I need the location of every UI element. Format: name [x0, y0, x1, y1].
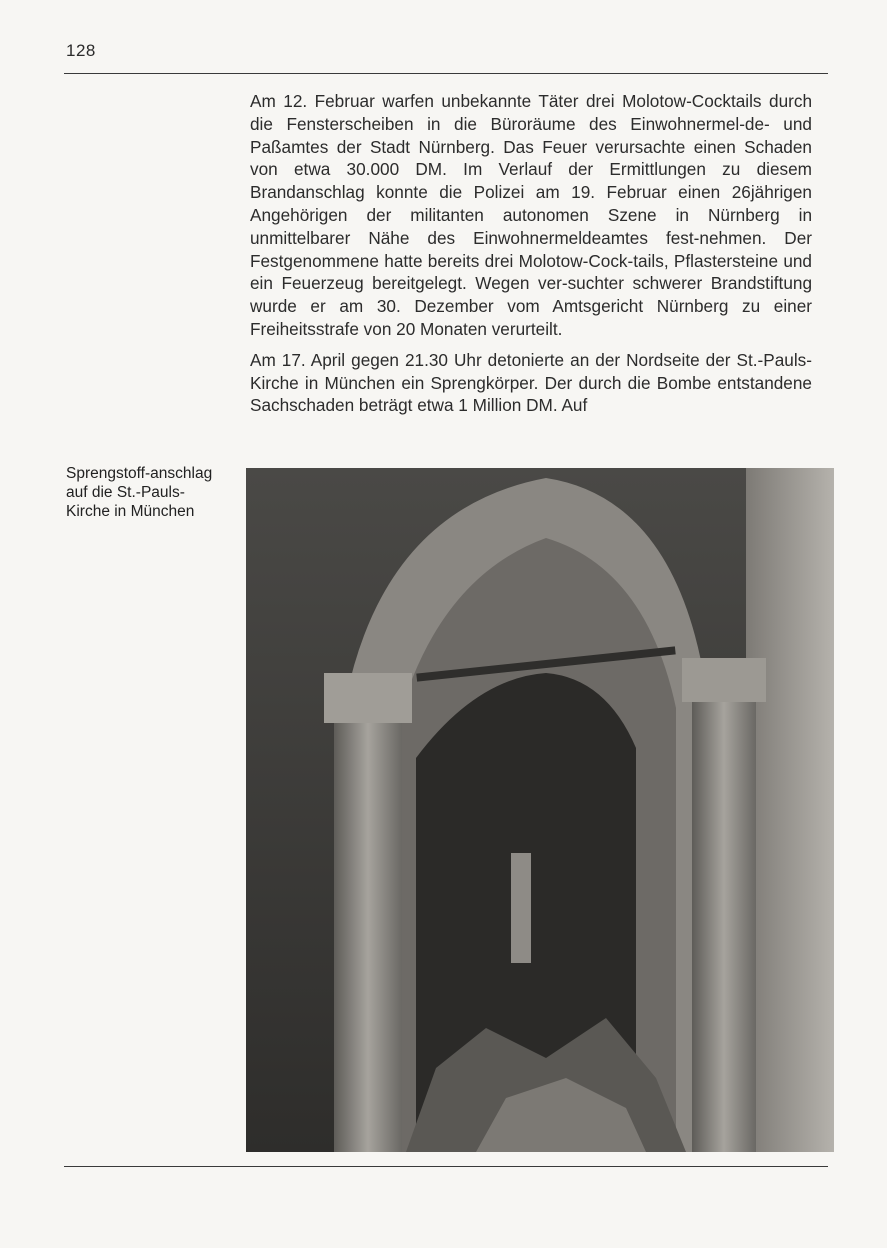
top-rule: [64, 73, 828, 74]
body-text: [250, 90, 812, 425]
page-number: 128: [66, 41, 96, 60]
bottom-rule: [64, 1166, 828, 1167]
church-damage-photo: [246, 468, 834, 1152]
photo-illustration: [246, 468, 834, 1152]
paragraph-1: Am 12. Februar warfen unbekannte Täter drei Molotow-Cocktails durch die Fensterscheiben in die Büroräume des Einwohnermel-de- und Paßamtes der Stadt Nürnberg. Das Feuer verursachte einen Schaden von etwa 30.000 DM. Im Verlauf der Ermittlungen zu diesem Brandanschlag konnte die Polizei am 19. Februar einen 26jährigen Angehörigen der militanten autonomen Szene in Nürnberg in unmittelbarer Nähe des Einwohnermeldeamtes fest-nehmen. Der Festgenommene hatte bereits drei Molotow-Cock-tails, Pflastersteine und ein Feuerzeug bereitgelegt. Wegen ver-suchter schwerer Brandstiftung wurde er am 30. Dezember vom Amtsgericht Nürnberg zu einer Freiheitsstrafe von 20 Monaten verurteilt.: [250, 91, 812, 339]
margin-caption: Sprengstoff-anschlag auf die St.-Pauls-Kirche in München: [66, 465, 213, 520]
paragraph-2: Am 17. April gegen 21.30 Uhr detonierte an der Nordseite der St.-Pauls-Kirche in München ein Sprengkörper. Der durch die Bombe entstandene Sachschaden beträgt etwa 1 Million DM. Auf: [250, 349, 812, 416]
